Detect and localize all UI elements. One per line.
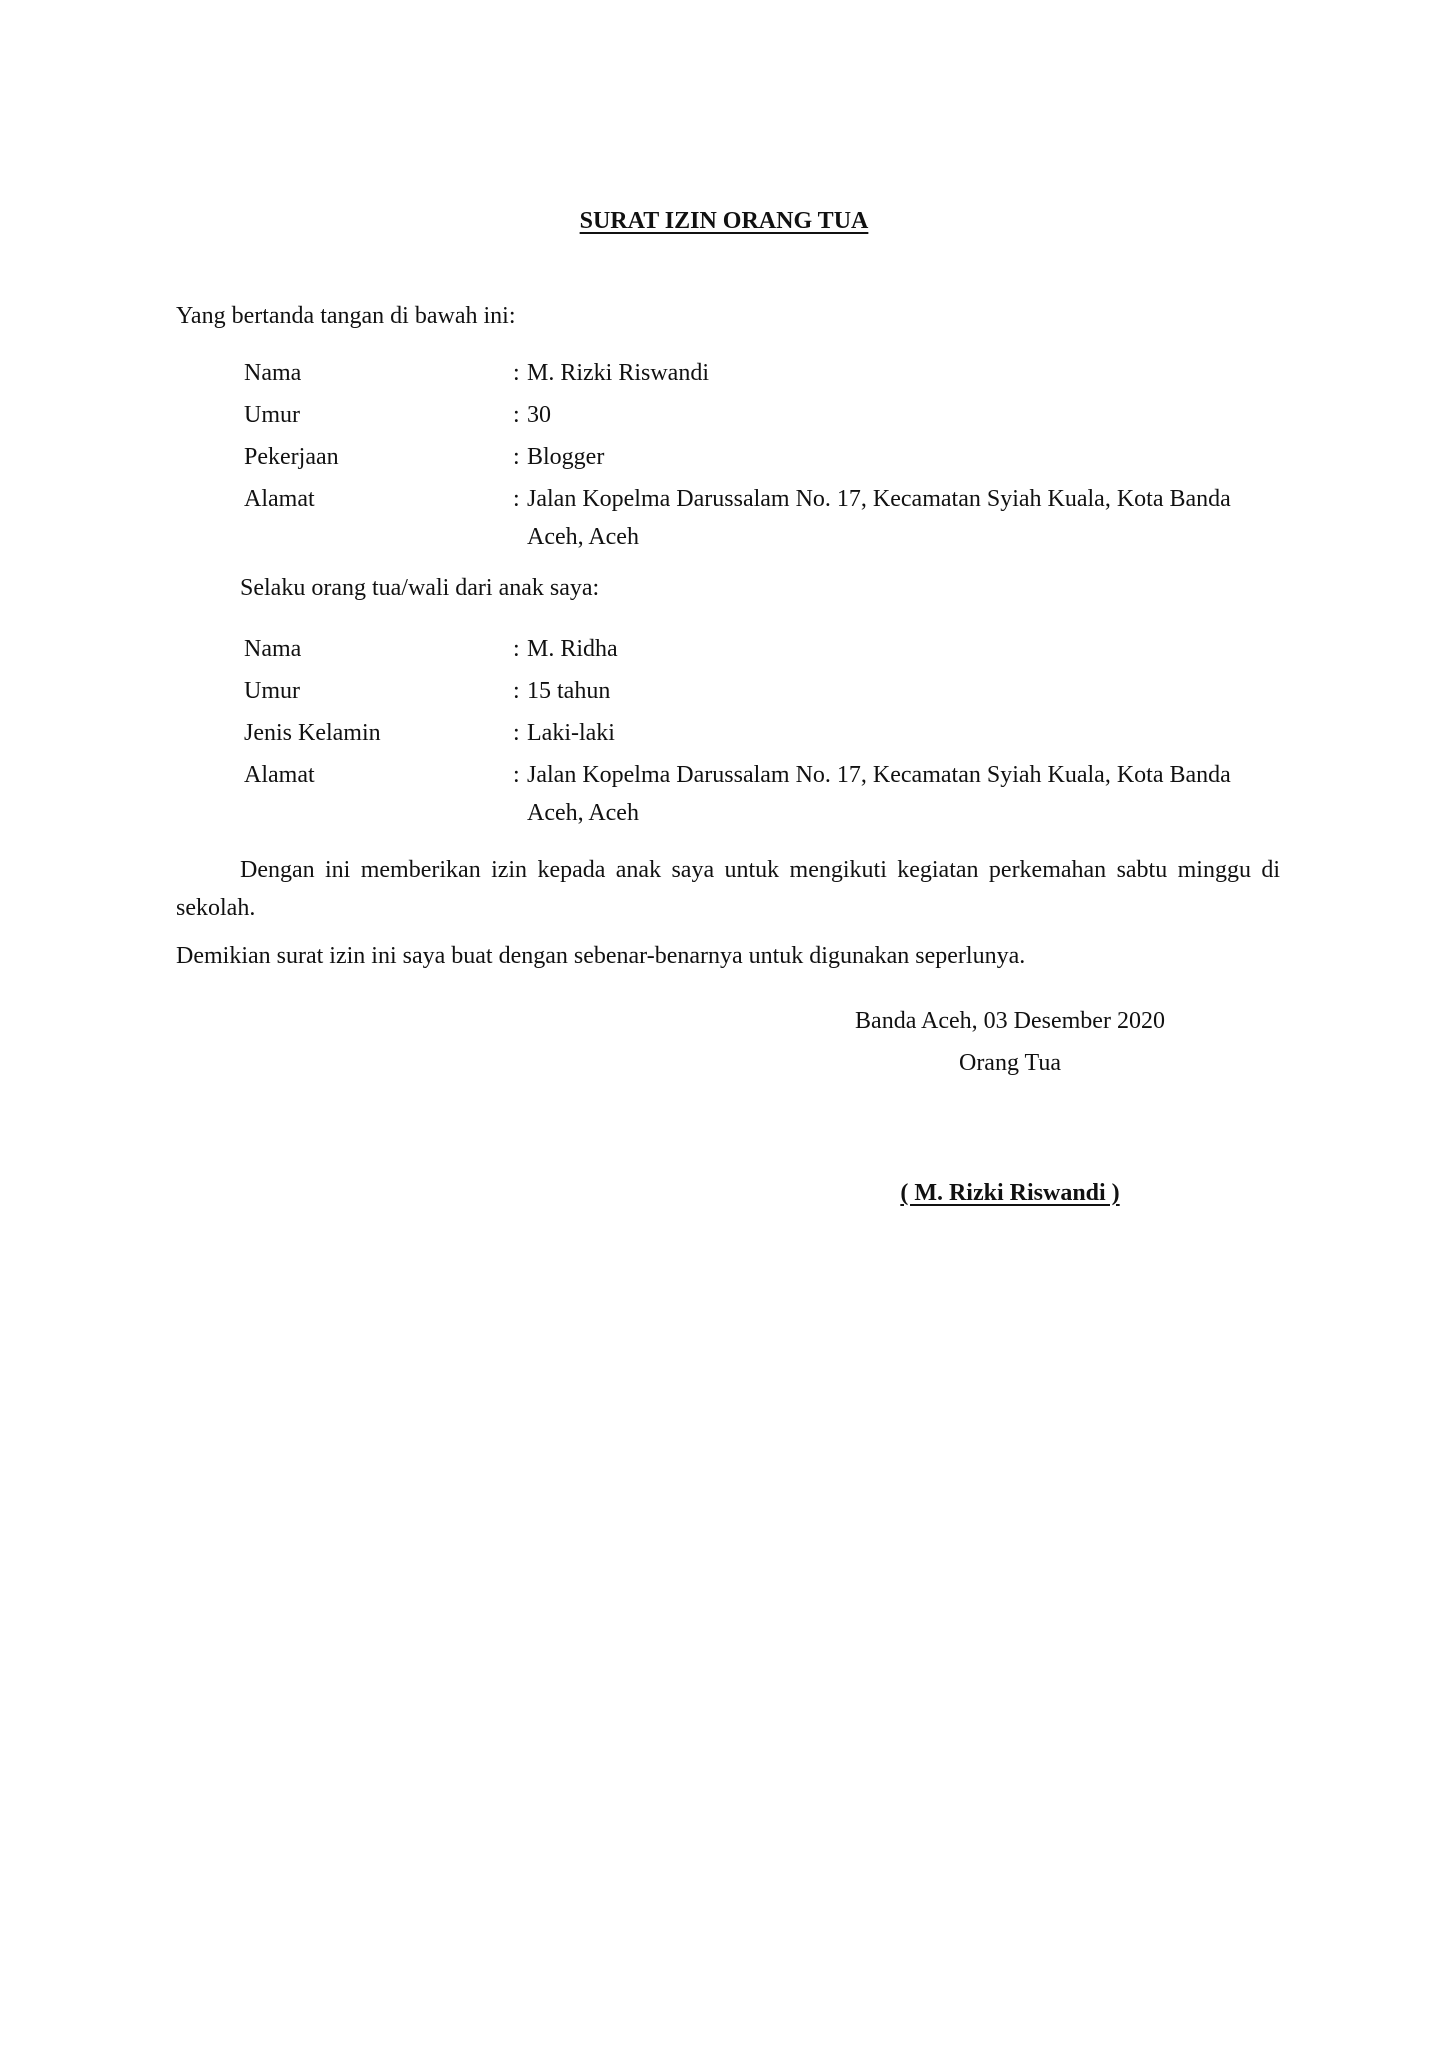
letter-title: SURAT IZIN ORANG TUA	[579, 208, 869, 234]
child-intro-text: Selaku orang tua/wali dari anak saya:	[240, 575, 600, 601]
permission-paragraph: Dengan ini memberikan izin kepada anak saya untuk mengikuti kegiatan perkemahan sabtu minggu di sekolah.	[176, 857, 1280, 921]
child-field-row	[244, 628, 1247, 670]
field-value: M. Ridha	[527, 636, 618, 662]
field-value: Jalan Kopelma Darussalam No. 17, Kecamatan Syiah Kuala, Kota Banda Aceh, Aceh	[527, 762, 1231, 826]
field-value: Jalan Kopelma Darussalam No. 17, Kecamatan Syiah Kuala, Kota Banda Aceh, Aceh	[527, 486, 1231, 550]
child-field-row	[244, 712, 1247, 754]
child-fields	[244, 628, 1247, 832]
field-label: Nama	[244, 360, 302, 386]
field-label: Alamat	[244, 762, 315, 788]
field-colon: :	[513, 402, 520, 428]
field-label: Nama	[244, 636, 302, 662]
field-label: Jenis Kelamin	[244, 720, 381, 746]
field-label: Alamat	[244, 486, 315, 512]
closing-text: Demikian surat izin ini saya buat dengan sebenar-benarnya untuk digunakan seperlunya.	[176, 943, 1026, 969]
field-value: 15 tahun	[527, 678, 611, 704]
field-colon: :	[513, 762, 520, 788]
field-colon: :	[513, 720, 520, 746]
field-colon: :	[513, 444, 520, 470]
parent-fields	[244, 352, 1247, 556]
parent-field-row	[244, 436, 1247, 478]
field-colon: :	[513, 360, 520, 386]
field-value: Blogger	[527, 444, 605, 470]
signature-role: Orang Tua	[958, 1050, 1061, 1076]
field-label: Pekerjaan	[244, 444, 339, 470]
field-colon: :	[513, 678, 520, 704]
field-value: M. Rizki Riswandi	[527, 360, 710, 386]
child-field-row	[244, 754, 1247, 832]
field-colon: :	[513, 486, 520, 512]
parent-field-row	[244, 394, 1247, 436]
signature-name: ( M. Rizki Riswandi )	[900, 1180, 1120, 1206]
field-label: Umur	[244, 402, 300, 428]
field-label: Umur	[244, 678, 300, 704]
field-value: 30	[527, 402, 551, 428]
child-field-row	[244, 670, 1247, 712]
signature-place-date: Banda Aceh, 03 Desember 2020	[855, 1008, 1165, 1034]
field-colon: :	[513, 636, 520, 662]
parent-field-row	[244, 352, 1247, 394]
parent-field-row	[244, 478, 1247, 556]
field-value: Laki-laki	[527, 720, 615, 746]
intro-text: Yang bertanda tangan di bawah ini:	[176, 303, 516, 329]
